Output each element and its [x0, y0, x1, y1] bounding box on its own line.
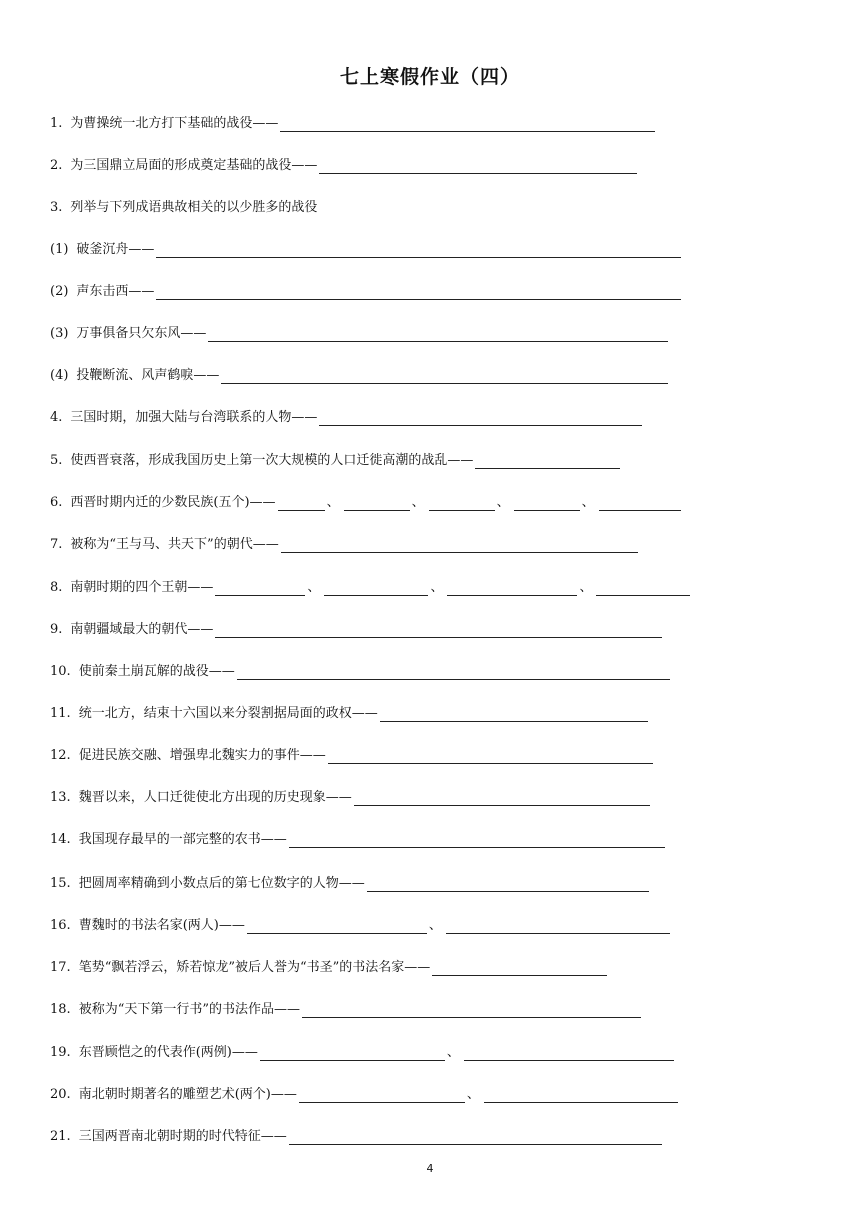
answer-blank[interactable] [344, 496, 410, 511]
answer-blank[interactable] [156, 243, 681, 258]
question-number: 15. [50, 876, 71, 891]
answer-blank[interactable] [328, 749, 653, 764]
answer-blank[interactable] [281, 538, 638, 553]
question-item [50, 958, 607, 976]
question-item [50, 282, 681, 300]
answer-blank[interactable] [447, 581, 577, 596]
answer-blank[interactable] [289, 1130, 662, 1145]
question-number: 7. [50, 537, 63, 552]
question-text: 投鞭断流、风声鹤唳—— [76, 368, 220, 383]
question-item [50, 366, 668, 384]
answer-blank[interactable] [599, 496, 681, 511]
answer-blank[interactable] [324, 581, 428, 596]
question-text: 列举与下列成语典故相关的以少胜多的战役 [70, 200, 318, 215]
answer-blank[interactable] [299, 1088, 465, 1103]
question-number: 18. [50, 1002, 71, 1017]
question-item [50, 324, 668, 342]
question-number: (3) [50, 326, 69, 341]
question-number: (2) [50, 284, 69, 299]
question-text: 南朝时期的四个王朝—— [70, 580, 214, 595]
question-number: 6. [50, 495, 63, 510]
question-number: (4) [50, 368, 69, 383]
answer-blank[interactable] [514, 496, 580, 511]
blank-separator: 、 [428, 918, 442, 933]
question-number: 19. [50, 1045, 71, 1060]
question-item [50, 1043, 674, 1061]
answer-blank[interactable] [208, 327, 668, 342]
question-number: 17. [50, 960, 71, 975]
question-item [50, 493, 681, 511]
question-item [50, 451, 620, 469]
answer-blank[interactable] [221, 369, 668, 384]
question-number: 16. [50, 918, 71, 933]
question-text: 把圆周率精确到小数点后的第七位数字的人物—— [78, 876, 365, 891]
question-text: 万事俱备只欠东风—— [76, 326, 207, 341]
answer-blank[interactable] [380, 707, 648, 722]
question-item [50, 916, 670, 934]
question-text: 声东击西—— [76, 284, 155, 299]
question-text: 曹魏时的书法名家(两人)—— [78, 918, 245, 933]
question-text: 使西晋衰落，形成我国历史上第一次大规模的人口迁徙高潮的战乱—— [70, 453, 474, 468]
question-item [50, 746, 653, 764]
blank-separator: 、 [411, 495, 425, 510]
answer-blank[interactable] [289, 833, 665, 848]
question-item [50, 830, 665, 848]
answer-blank[interactable] [319, 159, 637, 174]
question-number: (1) [50, 242, 69, 257]
question-text: 破釜沉舟—— [76, 242, 155, 257]
question-item [50, 620, 662, 638]
question-number: 12. [50, 748, 71, 763]
answer-blank[interactable] [280, 117, 655, 132]
question-item [50, 874, 649, 892]
question-number: 11. [50, 706, 71, 721]
answer-blank[interactable] [367, 877, 649, 892]
question-item [50, 788, 650, 806]
question-text: 为曹操统一北方打下基础的战役—— [70, 116, 279, 131]
blank-separator: 、 [430, 580, 444, 595]
answer-blank[interactable] [260, 1046, 445, 1061]
question-text: 使前秦土崩瓦解的战役—— [78, 664, 235, 679]
answer-blank[interactable] [475, 454, 620, 469]
question-item [50, 408, 642, 426]
question-number: 3. [50, 200, 63, 215]
question-item [50, 1127, 662, 1145]
answer-blank[interactable] [278, 496, 325, 511]
answer-blank[interactable] [429, 496, 495, 511]
question-text: 三国时期，加强大陆与台湾联系的人物—— [70, 410, 318, 425]
question-number: 20. [50, 1087, 71, 1102]
question-item [50, 198, 317, 216]
answer-blank[interactable] [354, 791, 650, 806]
question-text: 统一北方，结束十六国以来分裂割据局面的政权—— [78, 706, 378, 721]
question-text: 西晋时期内迁的少数民族(五个)—— [70, 495, 276, 510]
question-number: 4. [50, 410, 63, 425]
answer-blank[interactable] [319, 411, 642, 426]
answer-blank[interactable] [446, 919, 670, 934]
answer-blank[interactable] [215, 623, 662, 638]
blank-separator: 、 [581, 495, 595, 510]
question-item [50, 114, 655, 132]
answer-blank[interactable] [237, 665, 670, 680]
blank-separator: 、 [579, 580, 593, 595]
question-item [50, 156, 637, 174]
question-text: 被称为“天下第一行书”的书法作品—— [78, 1002, 300, 1017]
question-number: 8. [50, 580, 63, 595]
question-number: 5. [50, 453, 63, 468]
page-number: 4 [426, 1162, 434, 1175]
answer-blank[interactable] [432, 961, 607, 976]
answer-blank[interactable] [596, 581, 690, 596]
question-number: 13. [50, 790, 71, 805]
blank-separator: 、 [326, 495, 340, 510]
blank-separator: 、 [307, 580, 321, 595]
page-title: 七上寒假作业（四） [339, 66, 520, 88]
answer-blank[interactable] [484, 1088, 678, 1103]
answer-blank[interactable] [247, 919, 427, 934]
answer-blank[interactable] [302, 1003, 641, 1018]
question-text: 为三国鼎立局面的形成奠定基础的战役—— [70, 158, 318, 173]
question-text: 三国两晋南北朝时期的时代特征—— [78, 1129, 287, 1144]
answer-blank[interactable] [464, 1046, 674, 1061]
question-number: 9. [50, 622, 63, 637]
question-item [50, 578, 690, 596]
blank-separator: 、 [496, 495, 510, 510]
question-text: 南北朝时期著名的雕塑艺术(两个)—— [78, 1087, 297, 1102]
question-item [50, 1000, 641, 1018]
question-item [50, 535, 638, 553]
question-number: 14. [50, 832, 71, 847]
question-number: 2. [50, 158, 63, 173]
blank-separator: 、 [446, 1045, 460, 1060]
question-item [50, 240, 681, 258]
question-text: 魏晋以来，人口迁徙使北方出现的历史现象—— [78, 790, 352, 805]
question-item [50, 662, 670, 680]
question-text: 东晋顾恺之的代表作(两例)—— [78, 1045, 258, 1060]
question-text: 南朝疆域最大的朝代—— [70, 622, 214, 637]
question-number: 21. [50, 1129, 71, 1144]
question-number: 10. [50, 664, 71, 679]
blank-separator: 、 [466, 1087, 480, 1102]
question-item [50, 704, 648, 722]
question-number: 1. [50, 116, 63, 131]
question-text: 被称为“王与马、共天下”的朝代—— [70, 537, 279, 552]
question-text: 笔势“飘若浮云，矫若惊龙”被后人誉为“书圣”的书法名家—— [78, 960, 431, 975]
question-text: 我国现存最早的一部完整的农书—— [78, 832, 287, 847]
answer-blank[interactable] [156, 285, 681, 300]
answer-blank[interactable] [215, 581, 305, 596]
question-text: 促进民族交融、增强卑北魏实力的事件—— [78, 748, 326, 763]
question-item [50, 1085, 678, 1103]
